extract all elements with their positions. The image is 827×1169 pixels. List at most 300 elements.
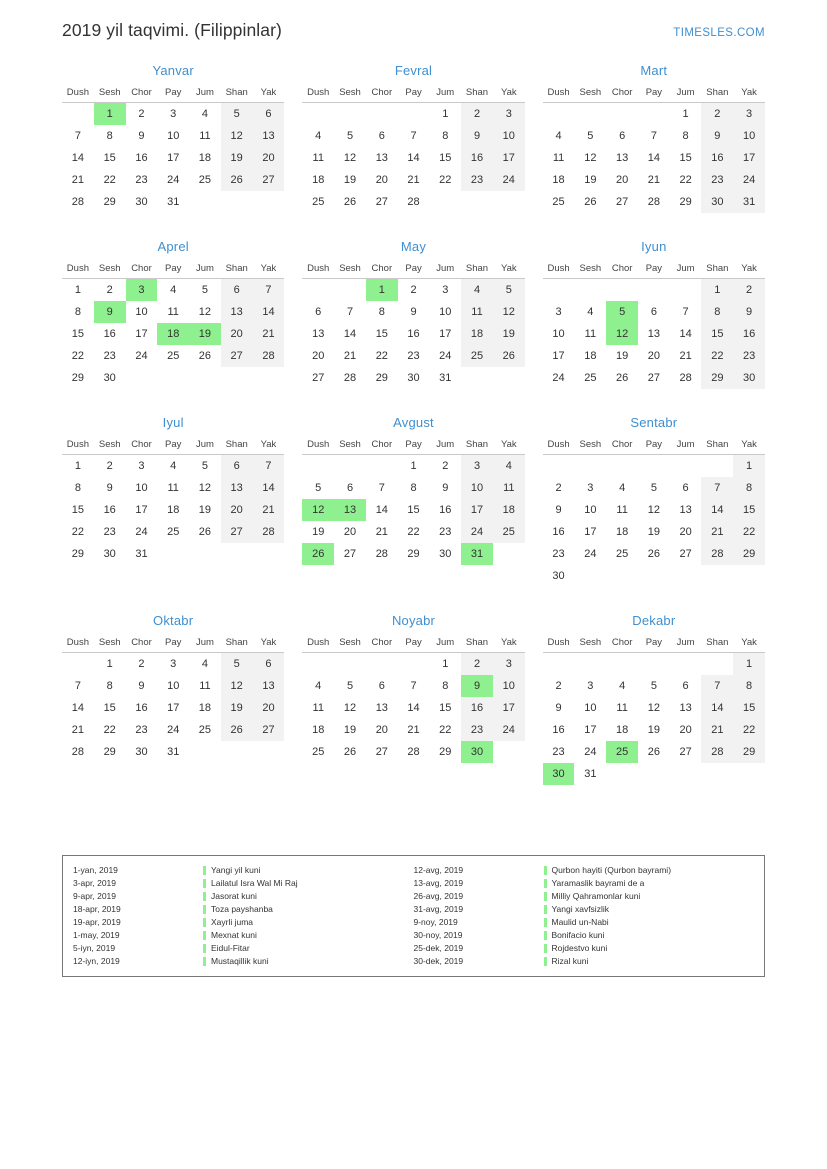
day-cell[interactable]: 21 (407, 174, 420, 186)
day-cell[interactable]: 18 (584, 350, 597, 362)
day-cell-weekend[interactable]: 7 (253, 455, 285, 478)
day-cell[interactable]: 25 (312, 746, 325, 758)
day-cell[interactable]: 4 (315, 130, 322, 142)
day-cell[interactable]: 3 (170, 108, 177, 120)
day-cell[interactable]: 18 (552, 174, 565, 186)
day-cell[interactable]: 31 (167, 196, 180, 208)
day-cell[interactable]: 14 (71, 152, 85, 164)
day-cell[interactable]: 4 (587, 306, 594, 318)
day-cell[interactable]: 16 (135, 152, 148, 164)
day-cell[interactable]: 15 (103, 152, 116, 164)
day-cell-holiday[interactable]: 30 (543, 763, 575, 785)
day-cell[interactable]: 22 (407, 526, 420, 538)
day-cell[interactable]: 9 (555, 504, 562, 516)
day-cell[interactable]: 24 (584, 746, 597, 758)
day-cell-weekend[interactable]: 16 (461, 147, 493, 169)
day-cell[interactable]: 27 (343, 548, 357, 560)
day-cell-weekend[interactable]: 22 (733, 719, 765, 741)
day-cell[interactable]: 18 (616, 724, 629, 736)
day-cell[interactable]: 14 (71, 702, 85, 714)
day-cell-weekend[interactable]: 17 (493, 147, 525, 169)
day-cell[interactable]: 13 (312, 328, 325, 340)
day-cell[interactable]: 24 (135, 526, 148, 538)
day-cell-weekend[interactable]: 16 (701, 147, 733, 169)
day-cell-weekend[interactable]: 5 (221, 103, 253, 126)
day-cell[interactable]: 5 (315, 482, 322, 494)
day-cell[interactable]: 3 (442, 284, 449, 296)
day-cell-weekend[interactable]: 17 (493, 697, 525, 719)
day-cell[interactable]: 10 (439, 306, 452, 318)
day-cell[interactable]: 21 (71, 724, 85, 736)
day-cell[interactable]: 5 (346, 130, 354, 142)
day-cell-weekend[interactable]: 5 (493, 279, 525, 302)
day-cell[interactable]: 11 (616, 504, 628, 516)
day-cell[interactable]: 26 (343, 746, 357, 758)
day-cell[interactable]: 21 (375, 526, 388, 538)
day-cell[interactable]: 20 (679, 724, 692, 736)
day-cell-weekend[interactable]: 27 (221, 345, 253, 367)
day-cell-holiday[interactable]: 30 (461, 741, 493, 763)
day-cell[interactable]: 13 (679, 702, 692, 714)
day-cell[interactable]: 26 (647, 548, 660, 560)
day-cell[interactable]: 19 (584, 174, 597, 186)
day-cell-weekend[interactable]: 15 (701, 323, 733, 345)
day-cell-weekend[interactable]: 30 (701, 191, 733, 213)
day-cell[interactable]: 17 (439, 328, 452, 340)
day-cell[interactable]: 27 (647, 372, 660, 384)
day-cell[interactable]: 26 (584, 196, 597, 208)
day-cell[interactable]: 24 (167, 724, 180, 736)
day-cell[interactable]: 8 (682, 130, 689, 142)
day-cell[interactable]: 28 (375, 548, 388, 560)
day-cell-weekend[interactable]: 24 (461, 521, 493, 543)
day-cell[interactable]: 22 (103, 174, 116, 186)
day-cell[interactable]: 9 (106, 482, 113, 494)
day-cell[interactable]: 20 (375, 724, 388, 736)
day-cell[interactable]: 11 (167, 482, 179, 494)
day-cell-weekend[interactable]: 7 (253, 279, 285, 302)
day-cell[interactable]: 25 (167, 526, 180, 538)
day-cell[interactable]: 21 (679, 350, 692, 362)
day-cell-weekend[interactable]: 23 (701, 169, 733, 191)
day-cell-holiday[interactable]: 31 (461, 543, 493, 565)
day-cell-weekend[interactable]: 8 (733, 477, 765, 499)
day-cell[interactable]: 15 (439, 702, 452, 714)
day-cell[interactable]: 15 (103, 702, 116, 714)
day-cell[interactable]: 27 (375, 746, 388, 758)
day-cell[interactable]: 10 (584, 504, 597, 516)
day-cell[interactable]: 12 (343, 152, 357, 164)
day-cell[interactable]: 17 (167, 152, 180, 164)
day-cell[interactable]: 21 (343, 350, 357, 362)
day-cell[interactable]: 24 (584, 548, 597, 560)
day-cell-weekend[interactable]: 21 (253, 499, 285, 521)
day-cell-holiday[interactable]: 26 (302, 543, 334, 565)
day-cell[interactable]: 1 (106, 658, 113, 670)
day-cell[interactable]: 25 (167, 350, 180, 362)
day-cell[interactable]: 6 (315, 306, 322, 318)
day-cell-weekend[interactable]: 25 (493, 521, 525, 543)
day-cell[interactable]: 15 (71, 328, 85, 340)
day-cell[interactable]: 28 (679, 372, 692, 384)
day-cell[interactable]: 17 (552, 350, 565, 362)
day-cell-weekend[interactable]: 14 (701, 697, 733, 719)
day-cell-holiday[interactable]: 19 (189, 323, 221, 345)
day-cell[interactable]: 19 (647, 724, 660, 736)
day-cell[interactable]: 9 (138, 680, 145, 692)
day-cell[interactable]: 4 (170, 284, 177, 296)
day-cell[interactable]: 8 (378, 306, 385, 318)
day-cell-weekend[interactable]: 2 (461, 103, 493, 126)
day-cell-weekend[interactable]: 18 (493, 499, 525, 521)
day-cell[interactable]: 9 (138, 130, 145, 142)
day-cell[interactable]: 4 (315, 680, 322, 692)
day-cell[interactable]: 5 (201, 460, 208, 472)
day-cell[interactable]: 12 (198, 306, 212, 318)
day-cell[interactable]: 30 (135, 196, 148, 208)
day-cell[interactable]: 13 (375, 702, 388, 714)
day-cell-holiday[interactable]: 3 (126, 279, 158, 302)
day-cell-weekend[interactable]: 1 (733, 455, 765, 478)
day-cell-weekend[interactable]: 20 (221, 323, 253, 345)
day-cell-weekend[interactable]: 12 (221, 675, 253, 697)
day-cell-weekend[interactable]: 29 (701, 367, 733, 389)
day-cell[interactable]: 23 (439, 526, 452, 538)
day-cell[interactable]: 5 (587, 130, 594, 142)
day-cell-holiday[interactable]: 9 (94, 301, 126, 323)
day-cell[interactable]: 24 (167, 174, 180, 186)
day-cell[interactable]: 30 (103, 372, 116, 384)
day-cell-holiday[interactable]: 1 (94, 103, 126, 126)
day-cell[interactable]: 19 (343, 174, 357, 186)
day-cell[interactable]: 9 (410, 306, 417, 318)
day-cell[interactable]: 1 (74, 284, 81, 296)
day-cell[interactable]: 18 (167, 504, 180, 516)
day-cell[interactable]: 15 (71, 504, 85, 516)
day-cell[interactable]: 31 (135, 548, 148, 560)
day-cell[interactable]: 5 (201, 284, 208, 296)
day-cell[interactable]: 19 (647, 526, 660, 538)
day-cell-weekend[interactable]: 10 (493, 675, 525, 697)
day-cell[interactable]: 23 (103, 350, 116, 362)
day-cell[interactable]: 25 (312, 196, 325, 208)
day-cell[interactable]: 21 (407, 724, 420, 736)
day-cell[interactable]: 23 (103, 526, 116, 538)
day-cell[interactable]: 19 (343, 724, 357, 736)
day-cell[interactable]: 11 (312, 702, 324, 714)
day-cell[interactable]: 1 (442, 108, 449, 120)
day-cell[interactable]: 20 (375, 174, 388, 186)
day-cell[interactable]: 20 (312, 350, 325, 362)
day-cell[interactable]: 18 (616, 526, 629, 538)
day-cell[interactable]: 4 (619, 482, 626, 494)
day-cell-weekend[interactable]: 20 (253, 697, 285, 719)
day-cell[interactable]: 27 (616, 196, 629, 208)
day-cell[interactable]: 24 (135, 350, 148, 362)
day-cell-weekend[interactable]: 27 (253, 719, 285, 741)
day-cell-holiday[interactable]: 12 (606, 323, 638, 345)
day-cell-weekend[interactable]: 1 (733, 653, 765, 676)
day-cell[interactable]: 28 (71, 746, 85, 758)
day-cell[interactable]: 10 (584, 702, 597, 714)
day-cell[interactable]: 22 (103, 724, 116, 736)
day-cell-holiday[interactable]: 12 (302, 499, 334, 521)
day-cell[interactable]: 4 (555, 130, 562, 142)
day-cell-weekend[interactable]: 23 (461, 719, 493, 741)
day-cell[interactable]: 17 (167, 702, 180, 714)
day-cell-weekend[interactable]: 6 (221, 455, 253, 478)
day-cell-weekend[interactable]: 28 (701, 741, 733, 763)
day-cell[interactable]: 29 (103, 196, 116, 208)
day-cell[interactable]: 7 (346, 306, 354, 318)
day-cell[interactable]: 12 (343, 702, 357, 714)
day-cell[interactable]: 15 (407, 504, 420, 516)
day-cell-weekend[interactable]: 19 (493, 323, 525, 345)
day-cell-weekend[interactable]: 21 (701, 719, 733, 741)
day-cell[interactable]: 6 (346, 482, 354, 494)
day-cell[interactable]: 31 (167, 746, 180, 758)
day-cell[interactable]: 2 (410, 284, 417, 296)
day-cell-weekend[interactable]: 8 (701, 301, 733, 323)
day-cell[interactable]: 8 (106, 130, 113, 142)
day-cell[interactable]: 15 (679, 152, 692, 164)
day-cell-weekend[interactable]: 7 (701, 477, 733, 499)
day-cell-holiday[interactable]: 5 (606, 301, 638, 323)
day-cell[interactable]: 12 (198, 482, 212, 494)
day-cell[interactable]: 5 (346, 680, 354, 692)
day-cell-holiday[interactable]: 1 (366, 279, 398, 302)
day-cell-weekend[interactable]: 6 (221, 279, 253, 302)
day-cell[interactable]: 13 (375, 152, 388, 164)
day-cell[interactable]: 16 (407, 328, 420, 340)
day-cell-weekend[interactable]: 2 (461, 653, 493, 676)
day-cell[interactable]: 10 (167, 130, 180, 142)
day-cell[interactable]: 3 (138, 460, 145, 472)
day-cell[interactable]: 18 (198, 152, 212, 164)
day-cell[interactable]: 14 (343, 328, 357, 340)
day-cell[interactable]: 28 (71, 196, 85, 208)
day-cell[interactable]: 5 (650, 482, 657, 494)
day-cell[interactable]: 16 (135, 702, 148, 714)
day-cell[interactable]: 21 (647, 174, 660, 186)
day-cell-weekend[interactable]: 28 (253, 345, 285, 367)
day-cell[interactable]: 25 (616, 548, 629, 560)
day-cell[interactable]: 17 (135, 328, 148, 340)
day-cell[interactable]: 26 (198, 526, 212, 538)
day-cell-weekend[interactable]: 15 (733, 499, 765, 521)
day-cell[interactable]: 2 (106, 284, 113, 296)
day-cell-weekend[interactable]: 10 (733, 125, 765, 147)
day-cell[interactable]: 23 (135, 174, 148, 186)
day-cell-weekend[interactable]: 29 (733, 543, 765, 565)
day-cell[interactable]: 13 (679, 504, 692, 516)
day-cell[interactable]: 11 (584, 328, 597, 340)
day-cell[interactable]: 29 (71, 548, 85, 560)
day-cell[interactable]: 25 (552, 196, 565, 208)
day-cell[interactable]: 20 (616, 174, 629, 186)
day-cell[interactable]: 23 (407, 350, 420, 362)
day-cell-weekend[interactable]: 26 (493, 345, 525, 367)
day-cell[interactable]: 3 (587, 680, 594, 692)
day-cell-weekend[interactable]: 19 (221, 147, 253, 169)
day-cell[interactable]: 21 (71, 174, 85, 186)
day-cell[interactable]: 25 (198, 174, 212, 186)
day-cell[interactable]: 7 (410, 680, 417, 692)
day-cell[interactable]: 20 (647, 350, 660, 362)
day-cell-weekend[interactable]: 26 (221, 169, 253, 191)
day-cell[interactable]: 4 (170, 460, 177, 472)
day-cell[interactable]: 29 (407, 548, 420, 560)
day-cell[interactable]: 13 (647, 328, 660, 340)
day-cell[interactable]: 6 (378, 130, 385, 142)
day-cell-weekend[interactable]: 24 (493, 719, 525, 741)
day-cell[interactable]: 30 (103, 548, 116, 560)
day-cell[interactable]: 8 (442, 130, 449, 142)
day-cell-weekend[interactable]: 17 (461, 499, 493, 521)
day-cell-weekend[interactable]: 13 (253, 675, 285, 697)
day-cell[interactable]: 14 (407, 702, 420, 714)
day-cell[interactable]: 20 (343, 526, 357, 538)
day-cell[interactable]: 22 (71, 526, 85, 538)
day-cell-weekend[interactable]: 2 (733, 279, 765, 302)
day-cell-weekend[interactable]: 20 (221, 499, 253, 521)
day-cell-weekend[interactable]: 6 (253, 653, 285, 676)
day-cell[interactable]: 16 (103, 504, 116, 516)
day-cell[interactable]: 28 (647, 196, 660, 208)
day-cell-weekend[interactable]: 25 (461, 345, 493, 367)
day-cell-weekend[interactable]: 4 (461, 279, 493, 302)
day-cell-weekend[interactable]: 22 (701, 345, 733, 367)
day-cell[interactable]: 16 (552, 724, 565, 736)
day-cell[interactable]: 11 (312, 152, 324, 164)
day-cell[interactable]: 12 (647, 504, 660, 516)
day-cell[interactable]: 8 (74, 306, 81, 318)
day-cell[interactable]: 8 (442, 680, 449, 692)
day-cell-holiday[interactable]: 18 (157, 323, 189, 345)
day-cell[interactable]: 26 (616, 372, 629, 384)
day-cell-weekend[interactable]: 13 (221, 477, 253, 499)
day-cell[interactable]: 29 (375, 372, 388, 384)
day-cell[interactable]: 22 (679, 174, 692, 186)
day-cell[interactable]: 24 (439, 350, 452, 362)
day-cell[interactable]: 2 (138, 658, 145, 670)
day-cell-weekend[interactable]: 7 (701, 675, 733, 697)
day-cell[interactable]: 18 (312, 724, 325, 736)
day-cell[interactable]: 7 (410, 130, 417, 142)
day-cell[interactable]: 11 (199, 130, 211, 142)
day-cell[interactable]: 2 (555, 482, 562, 494)
day-cell-weekend[interactable]: 12 (221, 125, 253, 147)
day-cell[interactable]: 7 (74, 680, 81, 692)
day-cell-weekend[interactable]: 13 (221, 301, 253, 323)
day-cell-weekend[interactable]: 15 (733, 697, 765, 719)
day-cell-weekend[interactable]: 5 (221, 653, 253, 676)
day-cell-weekend[interactable]: 10 (493, 125, 525, 147)
day-cell-weekend[interactable]: 24 (733, 169, 765, 191)
day-cell[interactable]: 6 (650, 306, 657, 318)
day-cell[interactable]: 6 (619, 130, 626, 142)
day-cell[interactable]: 2 (138, 108, 145, 120)
day-cell-weekend[interactable]: 23 (461, 169, 493, 191)
day-cell-weekend[interactable]: 20 (253, 147, 285, 169)
day-cell[interactable]: 22 (71, 350, 85, 362)
day-cell-weekend[interactable]: 27 (253, 169, 285, 191)
day-cell[interactable]: 11 (616, 702, 628, 714)
day-cell-weekend[interactable]: 30 (733, 367, 765, 389)
day-cell[interactable]: 19 (198, 504, 212, 516)
day-cell[interactable]: 10 (552, 328, 565, 340)
day-cell-weekend[interactable]: 3 (733, 103, 765, 126)
day-cell[interactable]: 7 (650, 130, 657, 142)
day-cell[interactable]: 27 (312, 372, 325, 384)
day-cell[interactable]: 6 (682, 482, 689, 494)
day-cell[interactable]: 27 (375, 196, 388, 208)
day-cell-weekend[interactable]: 14 (701, 499, 733, 521)
day-cell[interactable]: 2 (442, 460, 449, 472)
day-cell[interactable]: 23 (135, 724, 148, 736)
day-cell[interactable]: 1 (442, 658, 449, 670)
day-cell-weekend[interactable]: 31 (733, 191, 765, 213)
day-cell[interactable]: 10 (135, 482, 148, 494)
day-cell[interactable]: 23 (552, 548, 565, 560)
day-cell[interactable]: 7 (682, 306, 689, 318)
day-cell[interactable]: 18 (312, 174, 325, 186)
day-cell[interactable]: 26 (343, 196, 357, 208)
day-cell[interactable]: 14 (407, 152, 420, 164)
day-cell[interactable]: 28 (407, 196, 420, 208)
day-cell[interactable]: 3 (555, 306, 562, 318)
day-cell-weekend[interactable]: 1 (701, 279, 733, 302)
day-cell-weekend[interactable]: 24 (493, 169, 525, 191)
day-cell[interactable]: 1 (74, 460, 81, 472)
day-cell[interactable]: 29 (103, 746, 116, 758)
day-cell[interactable]: 22 (439, 174, 452, 186)
day-cell-weekend[interactable]: 8 (733, 675, 765, 697)
day-cell[interactable]: 8 (74, 482, 81, 494)
day-cell[interactable]: 3 (587, 482, 594, 494)
day-cell-weekend[interactable]: 21 (253, 323, 285, 345)
day-cell-weekend[interactable]: 16 (461, 697, 493, 719)
day-cell-weekend[interactable]: 28 (701, 543, 733, 565)
day-cell[interactable]: 19 (616, 350, 629, 362)
day-cell[interactable]: 9 (555, 702, 562, 714)
day-cell-weekend[interactable]: 11 (461, 301, 493, 323)
day-cell-weekend[interactable]: 2 (701, 103, 733, 126)
day-cell[interactable]: 7 (74, 130, 81, 142)
day-cell-weekend[interactable]: 16 (733, 323, 765, 345)
day-cell[interactable]: 4 (619, 680, 626, 692)
day-cell-weekend[interactable]: 6 (253, 103, 285, 126)
day-cell-weekend[interactable]: 3 (461, 455, 493, 478)
day-cell-weekend[interactable]: 19 (221, 697, 253, 719)
day-cell[interactable]: 5 (650, 680, 657, 692)
day-cell[interactable]: 14 (647, 152, 660, 164)
day-cell[interactable]: 27 (679, 548, 692, 560)
day-cell[interactable]: 12 (647, 702, 660, 714)
day-cell-weekend[interactable]: 4 (493, 455, 525, 478)
day-cell-weekend[interactable]: 14 (253, 301, 285, 323)
day-cell[interactable]: 19 (312, 526, 325, 538)
day-cell[interactable]: 9 (442, 482, 449, 494)
day-cell[interactable]: 26 (647, 746, 660, 758)
day-cell[interactable]: 8 (106, 680, 113, 692)
day-cell[interactable]: 10 (167, 680, 180, 692)
day-cell[interactable]: 12 (584, 152, 597, 164)
day-cell-holiday[interactable]: 25 (606, 741, 638, 763)
day-cell[interactable]: 15 (375, 328, 388, 340)
day-cell[interactable]: 8 (410, 482, 417, 494)
day-cell[interactable]: 30 (135, 746, 148, 758)
